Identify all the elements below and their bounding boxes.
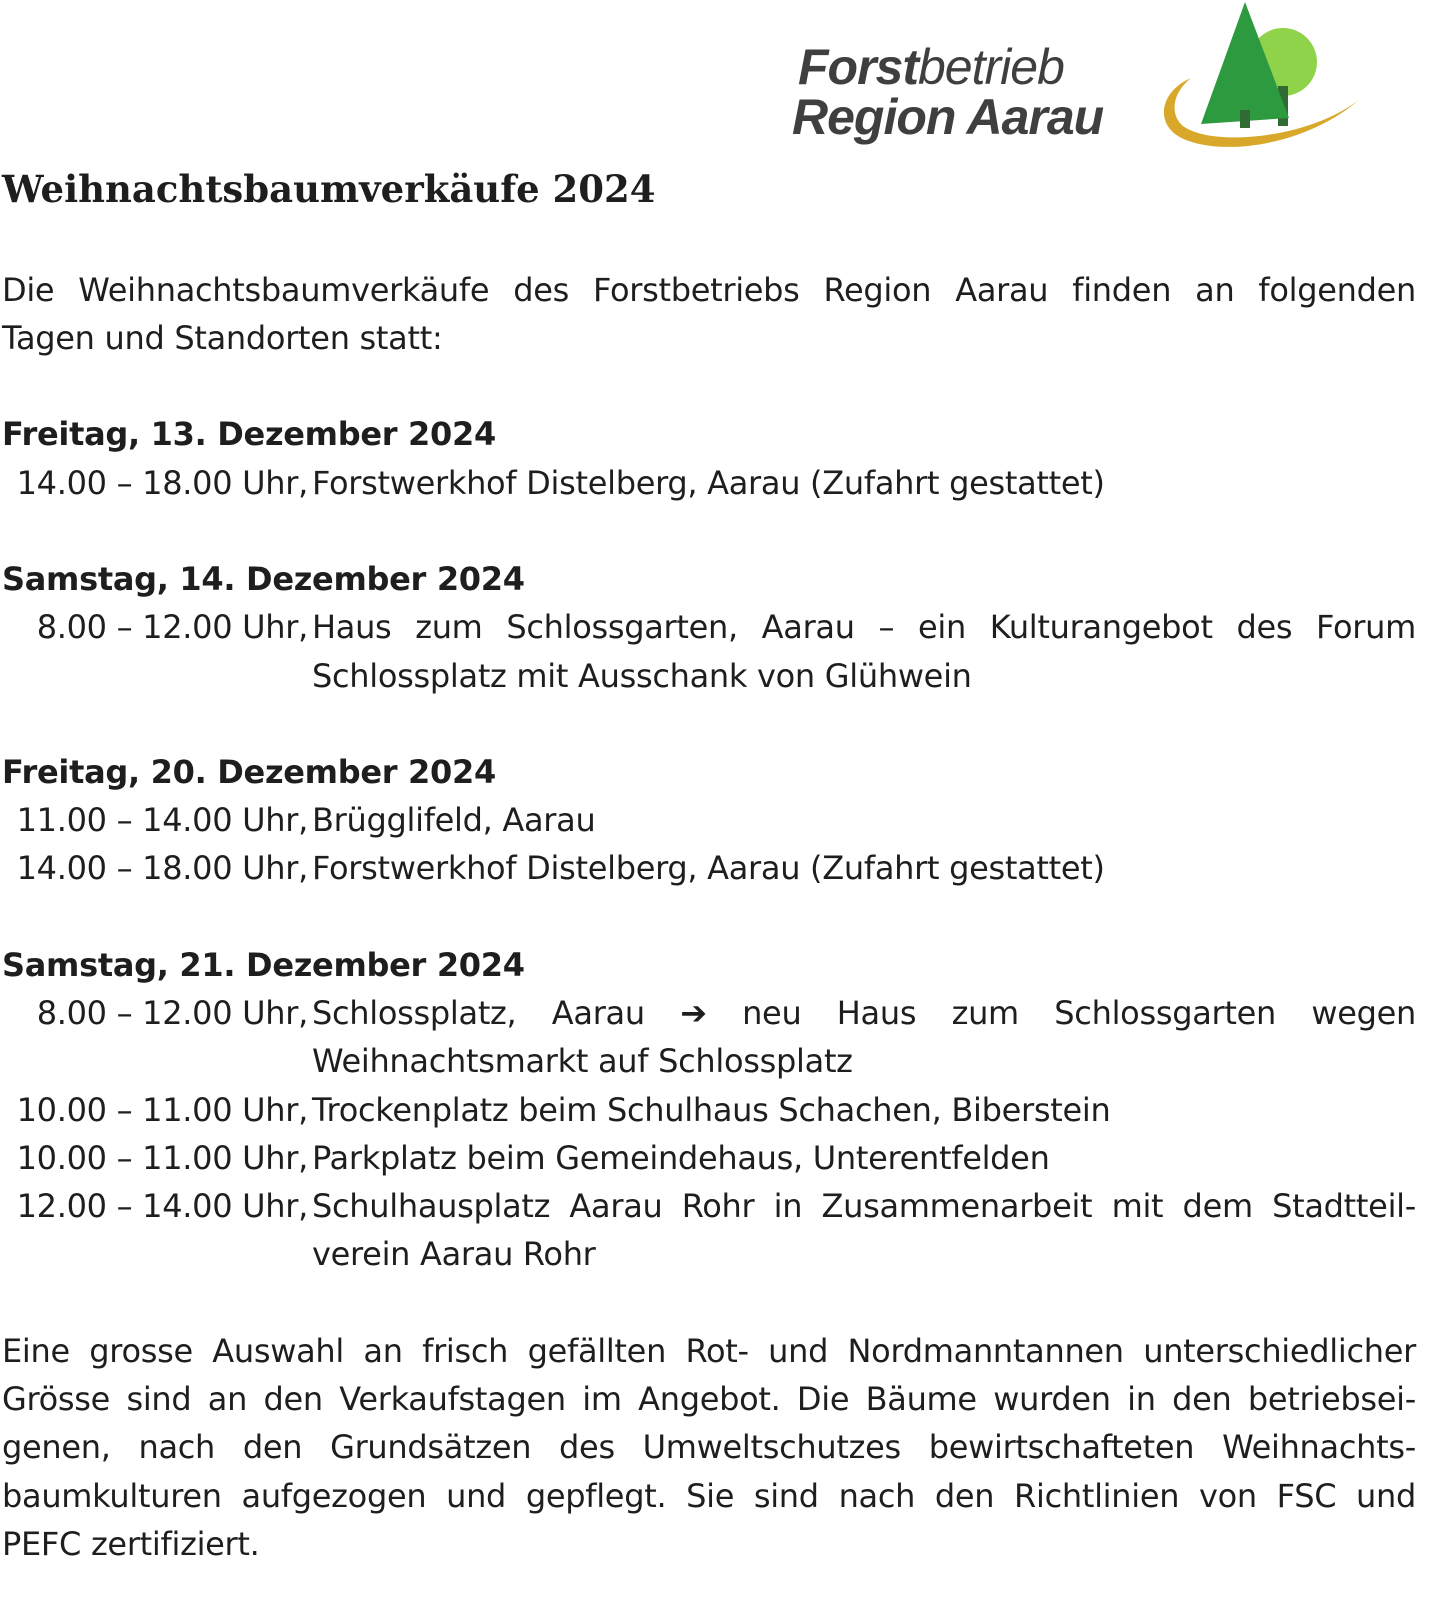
logo-forst: Forst xyxy=(798,39,918,95)
tree-logo-icon xyxy=(1153,0,1368,160)
closing-line-1: Eine grosse Auswahl an frisch gefällten Rot- und Nordmanntannen unterschiedlicher xyxy=(2,1332,1416,1370)
location: Schlossplatz, Aarau ➔ neu Haus zum Schlossgarten wegen xyxy=(312,994,1416,1032)
time-slot: 14.00 – 18.00 Uhr, xyxy=(16,849,308,887)
logo-betrieb: betrieb xyxy=(918,39,1064,95)
location: Haus zum Schlossgarten, Aarau – ein Kulturangebot des Forum xyxy=(312,608,1416,646)
location: Parkplatz beim Gemeindehaus, Unterentfelden xyxy=(312,1139,1050,1177)
intro-line-1: Die Weihnachtsbaumverkäufe des Forstbetriebs Region Aarau finden an folgenden xyxy=(2,271,1416,309)
location: Brügglifeld, Aarau xyxy=(312,801,596,839)
time-slot: 8.00 – 12.00 Uhr, xyxy=(36,994,308,1032)
day-heading: Samstag, 21. Dezember 2024 xyxy=(2,946,525,984)
day-heading: Freitag, 13. Dezember 2024 xyxy=(2,415,496,453)
location-continued: Weihnachtsmarkt auf Schlossplatz xyxy=(312,1042,853,1080)
closing-line-2: Grösse sind an den Verkaufstagen im Angebot. Die Bäume wurden in den betriebsei- xyxy=(2,1380,1416,1418)
intro-line-2: Tagen und Standorten statt: xyxy=(2,319,443,357)
time-slot: 8.00 – 12.00 Uhr, xyxy=(36,608,308,646)
page-title: Weihnachtsbaumverkäufe 2024 xyxy=(2,167,656,211)
location: Forstwerkhof Distelberg, Aarau (Zufahrt gestattet) xyxy=(312,464,1105,502)
day-heading: Samstag, 14. Dezember 2024 xyxy=(2,560,525,598)
location: Trockenplatz beim Schulhaus Schachen, Biberstein xyxy=(312,1091,1111,1129)
location: Forstwerkhof Distelberg, Aarau (Zufahrt gestattet) xyxy=(312,849,1105,887)
location-continued: Schlossplatz mit Ausschank von Glühwein xyxy=(312,657,972,695)
location-continued: verein Aarau Rohr xyxy=(312,1235,596,1273)
closing-line-5: PEFC zertifiziert. xyxy=(2,1525,260,1563)
closing-line-3: genen, nach den Grundsätzen des Umweltschutzes bewirtschafteten Weihnachts- xyxy=(2,1428,1416,1466)
location: Schulhausplatz Aarau Rohr in Zusammenarbeit mit dem Stadtteil- xyxy=(312,1187,1416,1225)
logo-line2: Region Aarau xyxy=(792,89,1104,145)
time-slot: 14.00 – 18.00 Uhr, xyxy=(16,464,308,502)
day-heading: Freitag, 20. Dezember 2024 xyxy=(2,753,496,791)
fir-tree-trunk-icon xyxy=(1240,110,1250,128)
closing-line-4: baumkulturen aufgezogen und gepflegt. Sie sind nach den Richtlinien von FSC und xyxy=(2,1477,1416,1515)
time-slot: 10.00 – 11.00 Uhr, xyxy=(16,1091,308,1129)
forstbetrieb-logo xyxy=(792,0,1373,160)
time-slot: 10.00 – 11.00 Uhr, xyxy=(16,1139,308,1177)
logo-line1 xyxy=(798,39,1064,95)
time-slot: 11.00 – 14.00 Uhr, xyxy=(16,801,308,839)
time-slot: 12.00 – 14.00 Uhr, xyxy=(16,1187,308,1225)
